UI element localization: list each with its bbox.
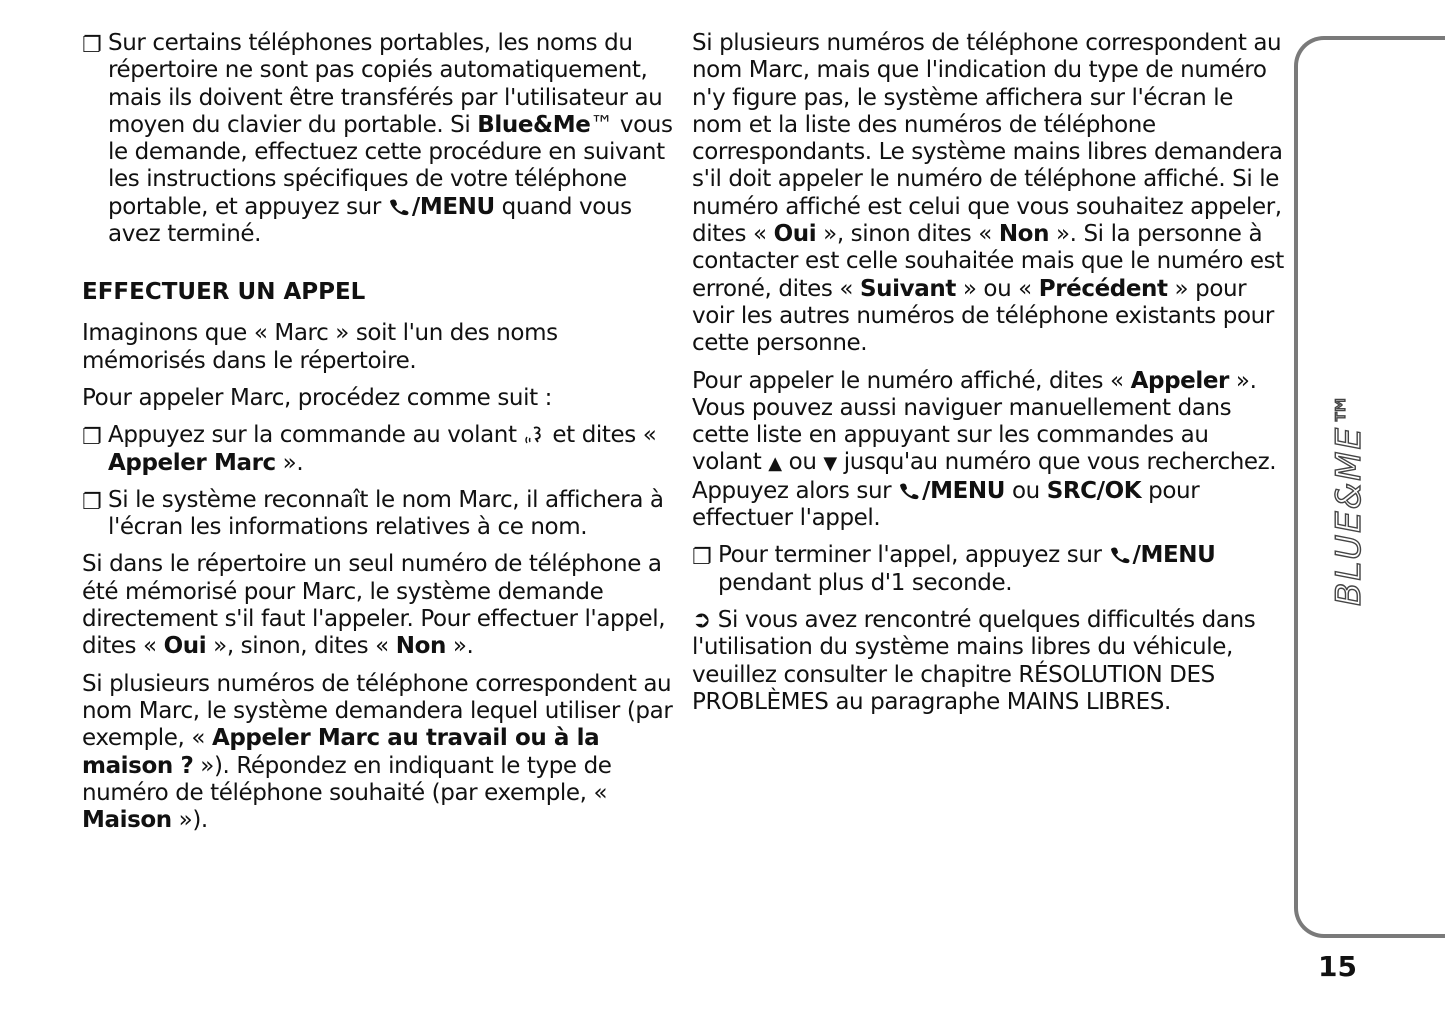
right-column [692, 30, 1284, 716]
paragraph: Pour appeler le numéro affiché, dites « Appeler ». Vous pouvez aussi naviguer manuellement dans cette liste en appuyant sur les commandes au volant ▲ ou ▼ jusqu'au numéro que vous recherchez. Appuyez alors sur /MENU ou SRC/OK pour effectuer l'appel. [692, 367, 1277, 532]
bullet-item: ❐ Pour terminer l'appel, appuyez sur /MENU pendant plus d'1 seconde. [692, 542, 1216, 596]
voice-command-icon [524, 425, 546, 445]
bullet-box-icon: ❐ [82, 33, 102, 58]
bullet-box-icon: ❐ [692, 545, 712, 571]
note-arrow-icon: ➲ [692, 606, 711, 633]
left-column [82, 30, 678, 844]
phone-hangup-icon [898, 482, 922, 500]
page-number: 15 [1318, 950, 1357, 983]
paragraph: Si plusieurs numéros de téléphone correspondent au nom Marc, le système demandera lequel utiliser (par exemple, « Appeler Marc au travail ou à la maison ? »). Répondez en indiquant le type de numéro de téléphone souhaité (par exemple, « Maison »). [82, 670, 673, 834]
bullet-item: ❐ Si le système reconnaît le nom Marc, il affichera à l'écran les informations relatives à ce nom. [82, 486, 664, 541]
blue-and-me-logo [1322, 370, 1372, 610]
phone-hangup-icon [388, 198, 412, 216]
paragraph: Si plusieurs numéros de téléphone correspondent au nom Marc, mais que l'indication du type de numéro n'y figure pas, le système affichera sur l'écran le nom et la liste des numéros de téléphone correspondants. Le système mains libres demandera s'il doit appeler le numéro de téléphone affiché. Si le numéro affiché est celui que vous souhaitez appeler, dites « Oui », sinon dites « Non ». Si la personne à contacter est celle souhaitée mais que le numéro est erroné, dites « Suivant » ou « Précédent » pour voir les autres numéros de téléphone existants pour cette personne. [692, 30, 1284, 357]
arrow-down-icon: ▼ [823, 453, 837, 475]
paragraph: Pour appeler Marc, procédez comme suit : [82, 384, 552, 411]
bullet-box-icon: ❐ [82, 489, 102, 515]
phone-hangup-icon [1109, 546, 1133, 564]
paragraph: Si dans le répertoire un seul numéro de téléphone a été mémorisé pour Marc, le système demande directement s'il faut l'appeler. Pour effectuer l'appel, dites « Oui », sinon, dites « Non ». [82, 551, 666, 660]
section-heading: EFFECTUER UN APPEL [82, 279, 366, 306]
svg-text:BLUE&ME™: BLUE&ME™ [1329, 390, 1369, 606]
note-paragraph: ➲ Si vous avez rencontré quelques difficultés dans l'utilisation du système mains libres du véhicule, veuillez consulter le chapitre RÉSOLUTION DES PROBLÈMES au paragraphe MAINS LIBRES. [692, 606, 1256, 715]
bullet-item: ❐ Appuyez sur la commande au volant et dites « Appeler Marc ». [82, 422, 657, 476]
paragraph: Imaginons que « Marc » soit l'un des noms mémorisés dans le répertoire. [82, 320, 558, 374]
bullet-box-icon: ❐ [82, 425, 102, 451]
arrow-up-icon: ▲ [768, 453, 782, 475]
bullet-item: ❐ Sur certains téléphones portables, les noms du répertoire ne sont pas copiés automatiquement, mais ils doivent être transférés par l'utilisateur au moyen du clavier du portable. Si Blue&Me™ vous le demande, effectuez cette procédure en suivant les instructions spécifiques de votre téléphone portable, et appuyez sur /MENU quand vous avez terminé. [82, 30, 673, 248]
